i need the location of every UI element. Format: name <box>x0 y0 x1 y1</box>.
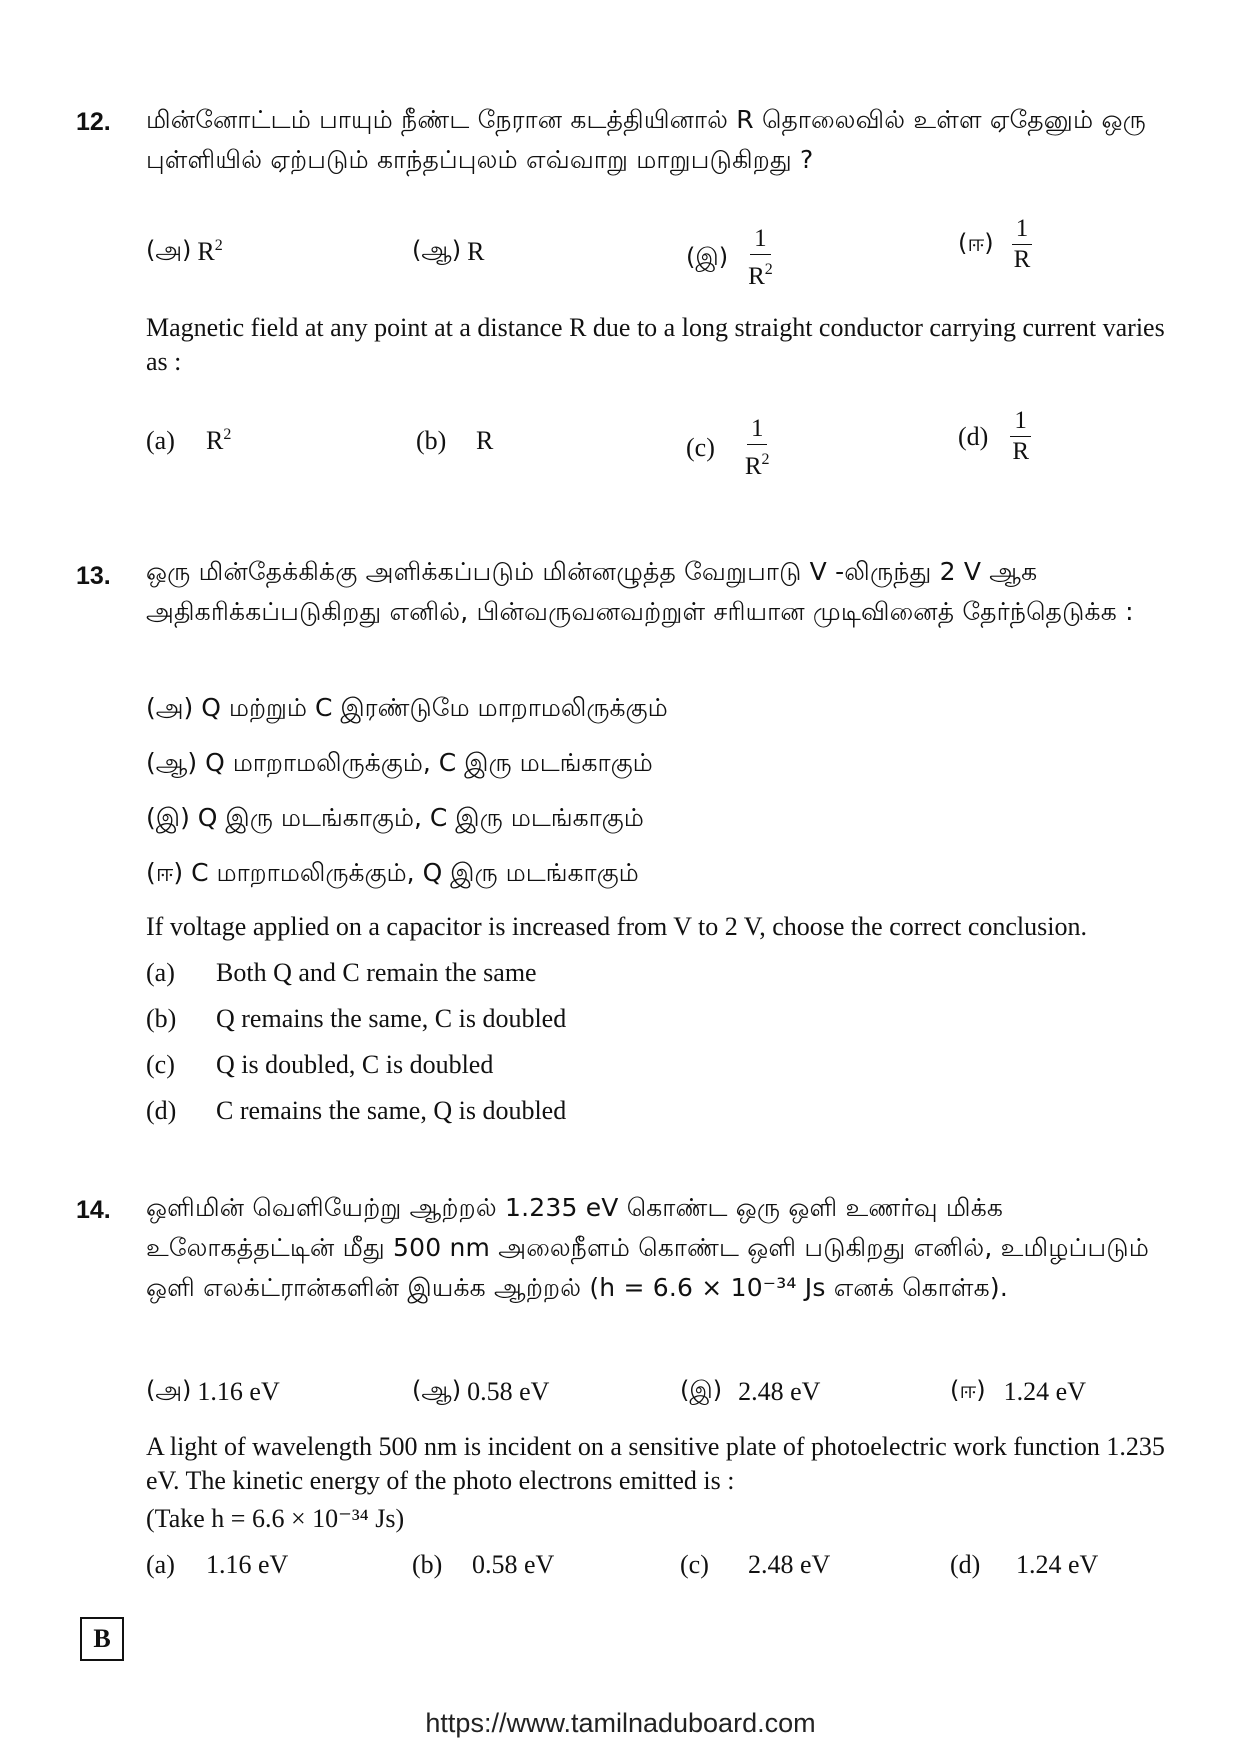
question-number: 14. <box>76 1196 111 1224</box>
fraction <box>743 414 772 482</box>
question-text-tamil: ஒளிமின் வெளியேற்று ஆற்றல் 1.235 eV கொண்ட ஒரு ஒளி உணர்வு மிக்க உலோகத்தட்டின் மீது 500 nm அலைநீளம் கொண்ட ஒளி படுகிறது எனில், உமிழப்படும் ஒளி எலக்ட்ரான்களின் இயக்க ஆற்றல் (h = 6.6 × 10⁻³⁴ Js எனக் கொள்க). <box>146 1193 1150 1302</box>
option-base: R <box>476 426 494 455</box>
option-base: R <box>206 426 224 455</box>
option-label: (இ) <box>686 242 729 271</box>
option-tamil[interactable]: (ஈ) C மாறாமலிருக்கும், Q இரு மடங்காகும் <box>146 858 639 887</box>
option-tamil[interactable]: (ஆ) Q மாறாமலிருக்கும், C இரு மடங்காகும் <box>146 748 653 777</box>
option[interactable] <box>412 1376 549 1407</box>
option-text: Q is doubled, C is doubled <box>216 1050 494 1079</box>
option-label: (b) <box>146 1004 177 1033</box>
option-label: (அ) <box>146 236 192 264</box>
option[interactable] <box>680 1376 820 1407</box>
option[interactable] <box>680 1550 830 1580</box>
option-label: (c) <box>680 1550 709 1579</box>
option-label: (அ) <box>146 1376 192 1404</box>
option[interactable] <box>958 214 1032 275</box>
option-label: (a) <box>146 958 175 987</box>
option[interactable] <box>412 1550 554 1580</box>
option[interactable] <box>958 406 1031 467</box>
option[interactable] <box>146 1050 493 1080</box>
option[interactable] <box>686 224 775 292</box>
fraction-denominator <box>746 255 775 292</box>
option[interactable] <box>412 236 484 267</box>
option[interactable] <box>146 958 537 988</box>
fraction-denominator <box>743 445 772 482</box>
question-text-english: If voltage applied on a capacitor is increased from V to 2 V, choose the correct conclusion. <box>146 912 1088 941</box>
option[interactable] <box>146 1550 288 1580</box>
option-label: (ஈ) <box>950 1376 986 1404</box>
fraction <box>746 224 775 292</box>
option-label: (d) <box>146 1096 177 1125</box>
option-text: 1.24 eV <box>1003 1376 1086 1406</box>
question-number: 13. <box>76 562 111 590</box>
question-number: 12. <box>76 108 111 136</box>
constant-note: (Take h = 6.6 × 10⁻³⁴ Js) <box>146 1504 405 1533</box>
option-label: (b) <box>416 426 447 455</box>
option-text: 2.48 eV <box>738 1376 821 1406</box>
fraction-denominator-base: R <box>744 453 762 480</box>
option-label: (c) <box>686 433 715 462</box>
option-label: (ஆ) <box>412 236 462 264</box>
option[interactable] <box>146 1004 566 1034</box>
option[interactable] <box>146 1376 280 1407</box>
option-text: Q remains the same, C is doubled <box>216 1004 567 1033</box>
option-label: (d) <box>950 1550 981 1579</box>
option-text: C remains the same, Q is doubled <box>216 1096 567 1125</box>
fraction-denominator: R <box>1013 246 1031 273</box>
option-text: Both Q and C remain the same <box>216 958 537 987</box>
fraction-exponent: 2 <box>761 451 770 468</box>
fraction-numerator: 1 <box>747 414 768 445</box>
page-marker: B <box>80 1617 124 1661</box>
option[interactable] <box>416 426 493 456</box>
fraction-numerator: 1 <box>1012 214 1033 245</box>
question-text-tamil: மின்னோட்டம் பாயும் நீண்ட நேரான கடத்தியினால் R தொலைவில் உள்ள ஏதேனும் ஒரு புள்ளியில் ஏற்படும் காந்தப்புலம் எவ்வாறு மாறுபடுகிறது ? <box>146 105 1146 174</box>
option[interactable] <box>146 236 223 267</box>
option[interactable] <box>950 1550 1098 1580</box>
option-label: (c) <box>146 1050 175 1079</box>
fraction <box>1012 214 1033 275</box>
option-label: (இ) <box>680 1376 723 1404</box>
option-label: (b) <box>412 1550 443 1579</box>
option-text: 1.16 eV <box>206 1550 289 1579</box>
option-label: (ஈ) <box>958 229 994 257</box>
option-tamil[interactable]: (அ) Q மற்றும் C இரண்டுமே மாறாமலிருக்கும் <box>146 693 668 722</box>
option-label: (ஆ) <box>412 1376 462 1404</box>
question-text-tamil: ஒரு மின்தேக்கிக்கு அளிக்கப்படும் மின்னழுத்த வேறுபாடு V -லிருந்து 2 V ஆக அதிகரிக்கப்படுகிறது எனில், பின்வருவனவற்றுள் சரியான முடிவினைத் தேர்ந்தெடுக்க : <box>146 557 1134 626</box>
option-exponent: 2 <box>214 236 223 254</box>
option-text: 1.24 eV <box>1016 1550 1099 1579</box>
option-text: 1.16 eV <box>197 1376 280 1406</box>
fraction-denominator-base: R <box>748 263 765 290</box>
option[interactable] <box>146 1096 566 1126</box>
option[interactable] <box>950 1376 1086 1407</box>
option[interactable] <box>146 426 231 456</box>
option-tamil[interactable]: (இ) Q இரு மடங்காகும், C இரு மடங்காகும் <box>146 803 644 832</box>
fraction-exponent: 2 <box>764 261 773 278</box>
option-exponent: 2 <box>223 426 232 443</box>
fraction-denominator: R <box>1012 438 1030 465</box>
option[interactable] <box>686 414 772 482</box>
option-text: 0.58 eV <box>467 1376 550 1406</box>
fraction-numerator: 1 <box>750 224 771 255</box>
question-text-english: Magnetic field at any point at a distance R due to a long straight conductor carrying current varies as : <box>146 313 1165 376</box>
fraction-numerator: 1 <box>1010 406 1031 437</box>
option-text: 0.58 eV <box>472 1550 555 1579</box>
question-text-english: A light of wavelength 500 nm is incident on a sensitive plate of photoelectric work function 1.235 eV. The kinetic energy of the photo electrons emitted is : <box>146 1432 1165 1495</box>
option-label: (d) <box>958 421 989 451</box>
option-label: (a) <box>146 1550 175 1579</box>
option-base: R <box>467 236 485 266</box>
footer-url[interactable]: https://www.tamilnaduboard.com <box>425 1708 816 1738</box>
option-text: 2.48 eV <box>748 1550 831 1579</box>
fraction <box>1010 406 1031 467</box>
option-label: (a) <box>146 426 175 455</box>
option-base: R <box>197 236 215 266</box>
